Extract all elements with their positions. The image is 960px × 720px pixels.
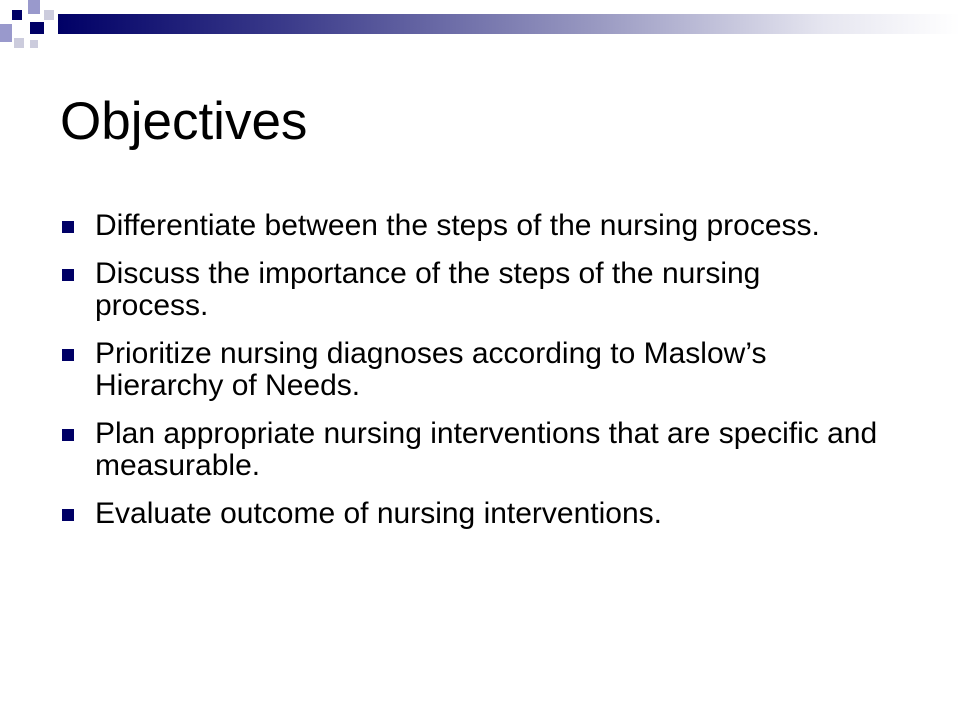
square-bullet-icon	[62, 221, 74, 233]
decorative-square	[0, 24, 12, 42]
decorative-square	[28, 0, 40, 14]
bullet-text: Prioritize nursing diagnoses according to Maslow’s Hierarchy of Needs.	[95, 337, 767, 402]
decorative-square	[12, 10, 22, 20]
decorative-square	[44, 10, 54, 20]
header-gradient-bar	[58, 14, 960, 34]
list-item	[62, 210, 882, 242]
decorative-square	[30, 22, 44, 34]
list-item	[62, 418, 882, 482]
square-bullet-icon	[62, 509, 74, 521]
bullet-text: Discuss the importance of the steps of the nursing process.	[95, 257, 761, 322]
bullet-text: Evaluate outcome of nursing interventions.	[95, 497, 662, 530]
bullet-text: Plan appropriate nursing interventions that are specific and measurable.	[95, 417, 878, 482]
decorative-square	[14, 38, 24, 48]
decorative-square	[30, 40, 38, 48]
square-bullet-icon	[62, 349, 74, 361]
square-bullet-icon	[62, 429, 74, 441]
list-item	[62, 258, 882, 322]
bullet-list	[62, 210, 882, 546]
bullet-text: Differentiate between the steps of the nursing process.	[95, 209, 820, 242]
square-bullet-icon	[62, 269, 74, 281]
list-item	[62, 338, 882, 402]
list-item	[62, 498, 882, 530]
slide-title: Objectives	[60, 92, 308, 151]
